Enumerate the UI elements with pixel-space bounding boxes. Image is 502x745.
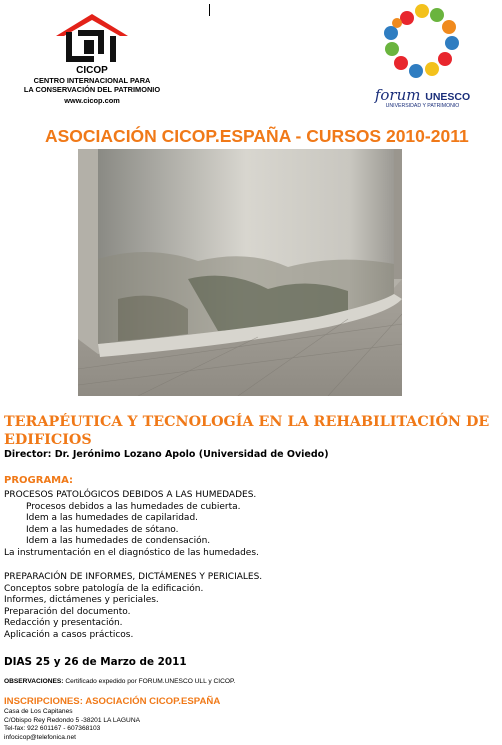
cicop-name: CICOP (76, 65, 108, 76)
cicop-subtitle-line-2: LA CONSERVACIÓN DEL PATRIMONIO (23, 85, 161, 94)
weathered-wall-photo (78, 149, 402, 396)
cicop-house-icon (52, 12, 132, 64)
program-line: Conceptos sobre patología de la edificación. (4, 583, 204, 594)
observations (4, 678, 235, 685)
forum-unesco-logo (360, 2, 485, 112)
cicop-website: www.cicop.com (64, 96, 120, 105)
cicop-logo (12, 12, 172, 108)
program-line: PROCESOS PATOLÓGICOS DEBIDOS A LAS HUMEDADES. (4, 490, 257, 500)
cicop-subtitle-line-1: CENTRO INTERNACIONAL PARA (33, 76, 151, 85)
contact-info (4, 708, 140, 743)
contact-email[interactable]: infocicop@telefonica.net (4, 734, 76, 742)
program-line: PREPARACIÓN DE INFORMES, DICTÁMENES Y PERICIALES. (4, 572, 263, 582)
program-block-2 (4, 572, 262, 641)
unesco-name (360, 86, 485, 104)
hands-circle-icon (360, 2, 485, 86)
program-line: Procesos debidos a las humedades de cubierta. (26, 501, 241, 512)
program-heading: PROGRAMA: (4, 475, 74, 486)
unesco-subtitle: UNIVERSIDAD Y PATRIMONIO (385, 103, 460, 109)
program-line: Idem a las humedades de capilaridad. (26, 513, 199, 523)
course-dates: DIAS 25 y 26 de Marzo de 2011 (4, 656, 187, 668)
program-line: Idem a las humedades de sótano. (26, 524, 179, 535)
unesco-name-forum: forum (374, 86, 421, 104)
program-line: Redacción y presentación. (4, 618, 123, 628)
program-line: Aplicación a casos prácticos. (4, 629, 134, 640)
course-director: Director: Dr. Jerónimo Lozano Apolo (Universidad de Oviedo) (4, 449, 329, 460)
course-title: TERAPÉUTICA Y TECNOLOGÍA EN LA REHABILITACIÓN DE EDIFICIOS (4, 414, 490, 448)
observations-text: Certificado expedido por FORUM.UNESCO ULL y CICOP. (63, 678, 236, 685)
unesco-name-unesco: UNESCO (425, 91, 471, 103)
inscriptions-heading: INSCRIPCIONES: ASOCIACIÓN CICOP.ESPAÑA (4, 696, 221, 707)
program-line: La instrumentación en el diagnóstico de las humedades. (4, 547, 259, 558)
observations-label: OBSERVACIONES: (4, 678, 64, 685)
main-title: ASOCIACIÓN CICOP.ESPAÑA - CURSOS 2010-2011 (45, 126, 469, 146)
program-block-1 (4, 490, 259, 559)
contact-line: Casa de Los Capitanes (4, 708, 73, 715)
program-line: Idem a las humedades de condensación. (26, 536, 211, 546)
cicop-subtitle (12, 76, 172, 94)
contact-line: Tel-fax: 922 601167 - 607368103 (4, 725, 101, 733)
text-cursor (209, 4, 210, 16)
contact-line: C/Obispo Rey Redondo 5 -38201 LA LAGUNA (4, 716, 140, 724)
program-line: Preparación del documento. (4, 606, 131, 617)
program-line: Informes, dictámenes y periciales. (4, 595, 159, 605)
